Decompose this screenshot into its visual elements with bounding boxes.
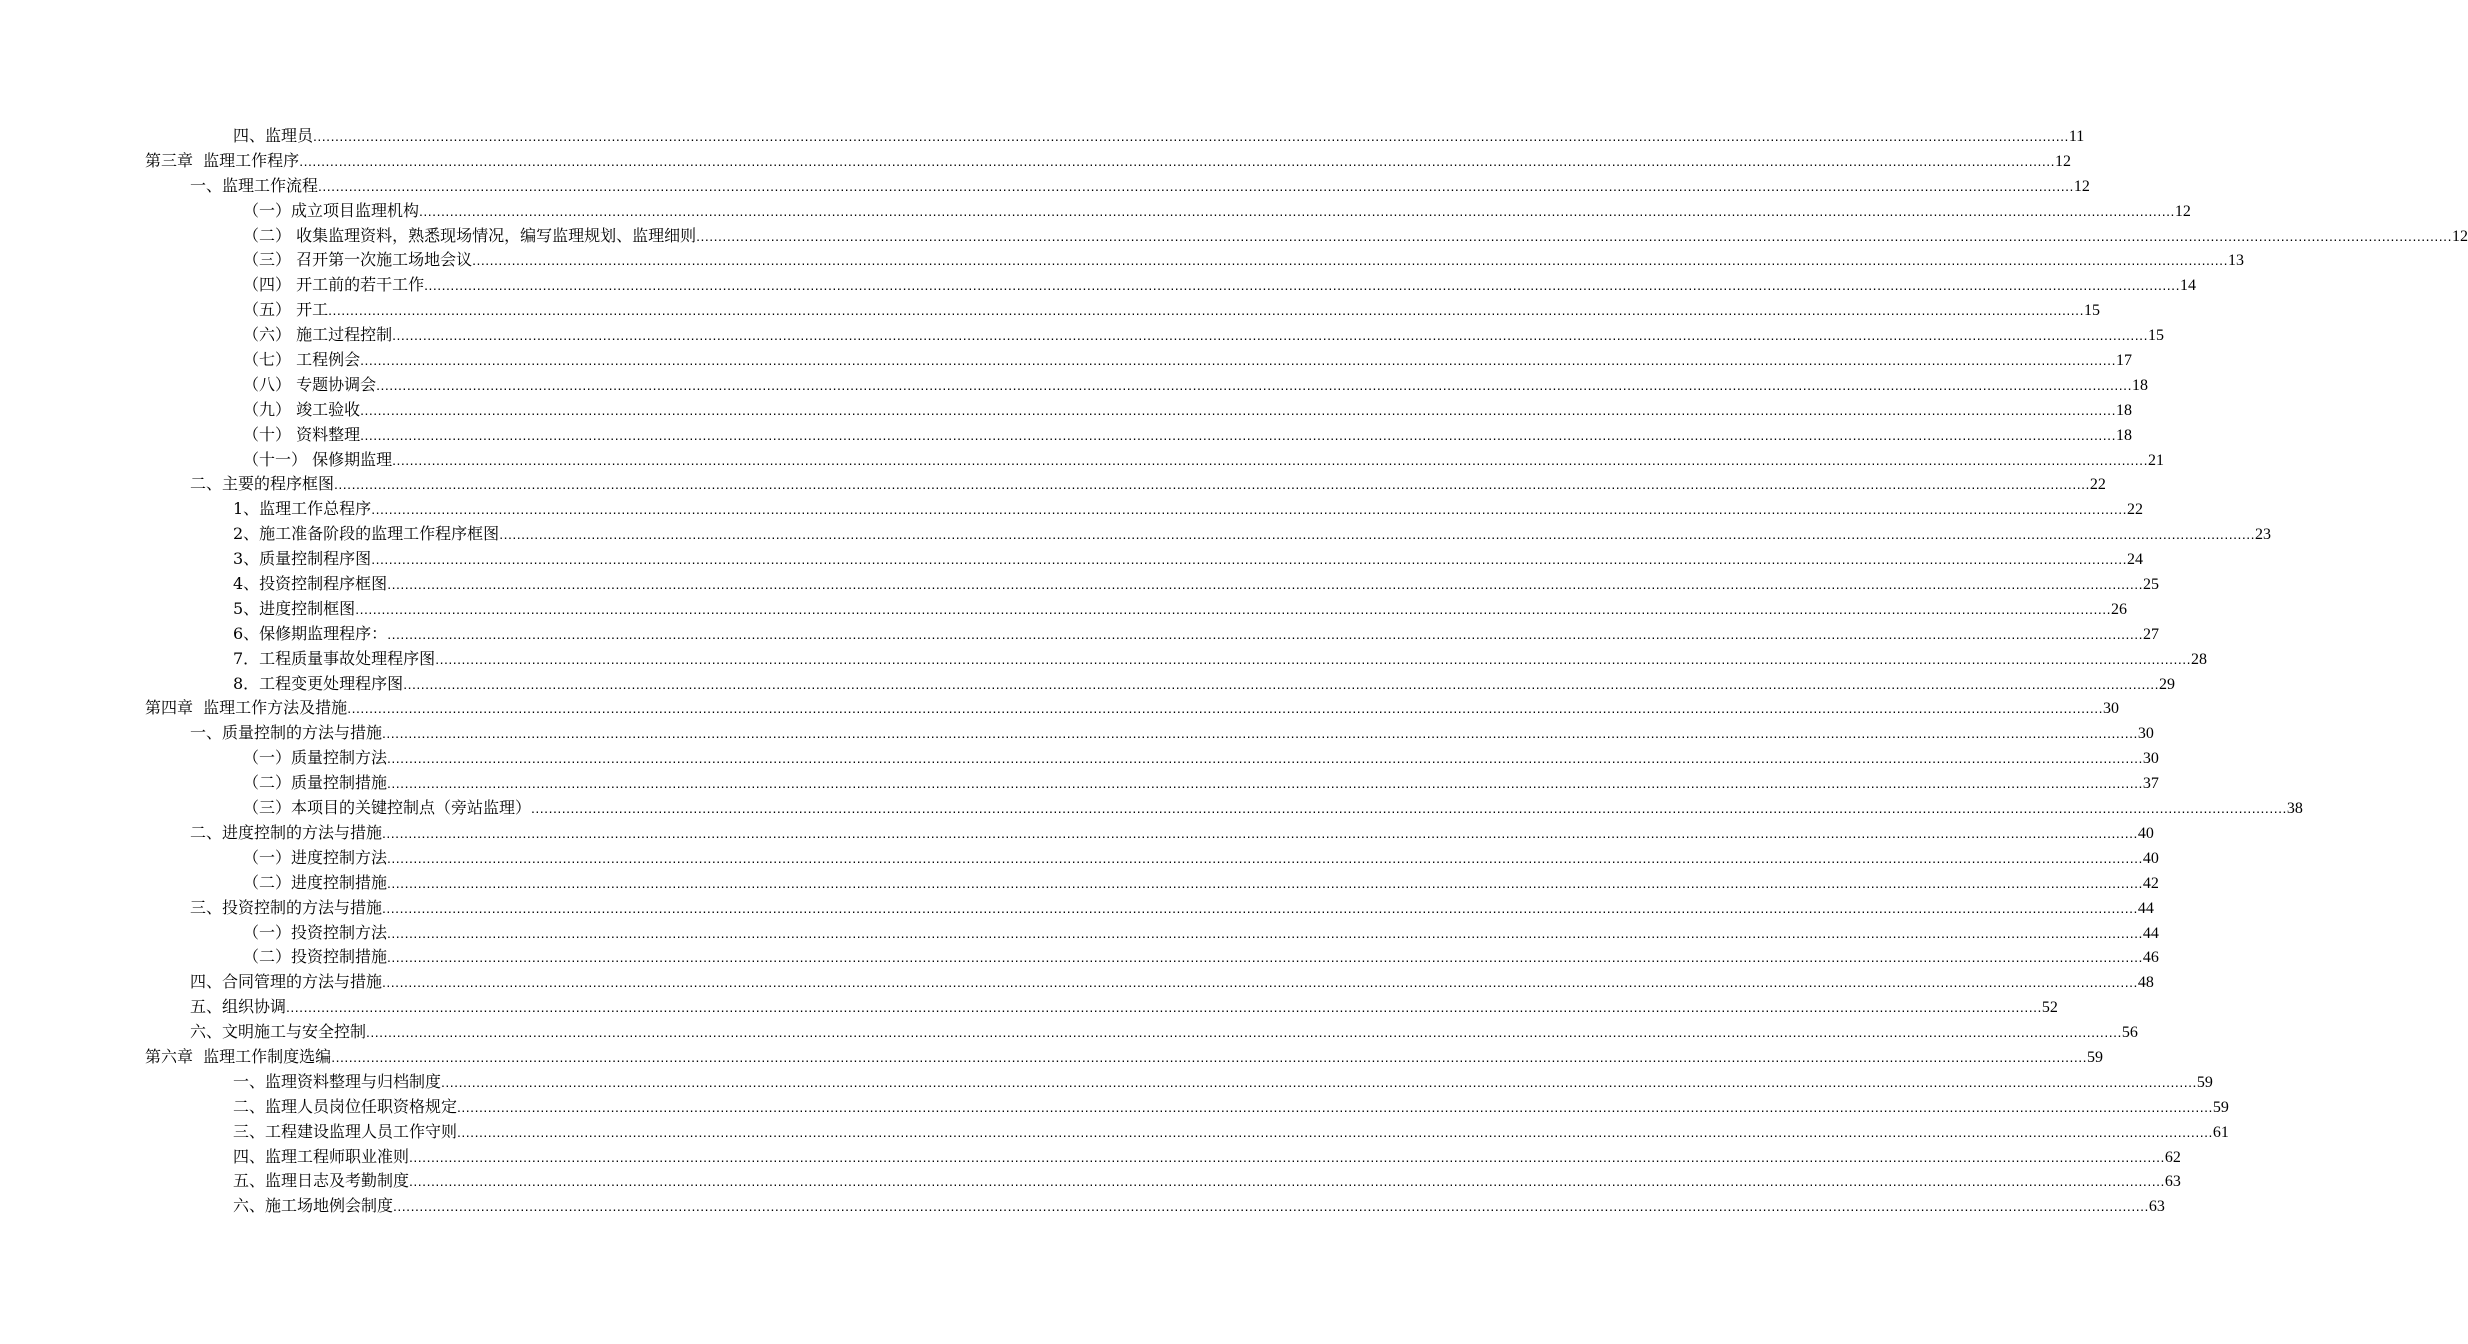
toc-page-number: 21 — [2147, 451, 2164, 469]
toc-page-number: 28 — [2191, 650, 2208, 668]
toc-entry[interactable] — [0, 522, 2272, 547]
toc-entry-line — [243, 448, 2164, 473]
toc-page-number: 22 — [2127, 501, 2144, 519]
toc-entry[interactable] — [0, 572, 2160, 597]
toc-entry-line — [145, 696, 2120, 721]
toc-entry[interactable] — [0, 597, 2128, 622]
toc-entry-line — [233, 1095, 2229, 1120]
toc-page-number: 15 — [2083, 302, 2100, 320]
toc-dot-leader: ................................................................................................................................................................................................................................................................................................................................................................................................................ — [366, 1024, 2122, 1041]
toc-entry[interactable] — [0, 672, 2176, 697]
table-of-contents — [0, 124, 2468, 1219]
toc-entry-title: （三） 召开第一次施工场地会议 — [243, 250, 473, 270]
toc-page-number: 11 — [2068, 128, 2085, 145]
toc-dot-leader: ................................................................................................................................................................................................................................................................................................................................................................................................................ — [334, 476, 2090, 493]
toc-page-number: 38 — [2286, 800, 2303, 818]
toc-page-number: 48 — [2137, 974, 2154, 992]
toc-entry-line — [233, 547, 2144, 572]
toc-entry-line — [243, 298, 2100, 323]
toc-entry-title: 二、进度控制的方法与措施 — [190, 822, 383, 842]
toc-entry-line — [243, 423, 2132, 448]
toc-dot-leader: ................................................................................................................................................................................................................................................................................................................................................................................................................ — [360, 426, 2116, 443]
toc-entry-line — [233, 1120, 2229, 1145]
toc-dot-leader: ................................................................................................................................................................................................................................................................................................................................................................................................................ — [387, 750, 2143, 767]
toc-entry-line — [233, 572, 2160, 597]
toc-entry[interactable] — [0, 696, 2120, 721]
toc-page-number: 26 — [2111, 600, 2128, 618]
toc-entry-title: （八） 专题协调会 — [243, 374, 377, 394]
toc-dot-leader: ................................................................................................................................................................................................................................................................................................................................................................................................................ — [328, 302, 2084, 319]
toc-entry-title: 第四章 监理工作方法及措施 — [145, 698, 348, 718]
toc-entry[interactable] — [0, 821, 2154, 846]
toc-dot-leader: ................................................................................................................................................................................................................................................................................................................................................................................................................ — [347, 700, 2104, 717]
toc-dot-leader: ................................................................................................................................................................................................................................................................................................................................................................................................................ — [409, 1148, 2165, 1165]
toc-entry[interactable] — [0, 846, 2159, 871]
toc-entry-title: 二、主要的程序框图 — [190, 474, 335, 494]
toc-entry-line — [243, 846, 2159, 871]
toc-entry-line — [145, 1045, 2104, 1070]
toc-entry-title: （二）进度控制措施 — [243, 872, 388, 892]
toc-entry-title: 2、施工准备阶段的监理工作程序框图 — [233, 524, 500, 544]
toc-entry[interactable] — [0, 995, 2058, 1020]
toc-dot-leader: ................................................................................................................................................................................................................................................................................................................................................................................................................ — [371, 501, 2128, 518]
toc-entry-title: 一、监理工作流程 — [190, 175, 319, 195]
toc-entry-title: 二、监理人员岗位任职资格规定 — [233, 1096, 458, 1116]
toc-entry-title: （七） 工程例会 — [243, 350, 361, 370]
toc-entry-line — [233, 597, 2128, 622]
toc-entry-title: 一、监理资料整理与归档制度 — [233, 1071, 442, 1091]
toc-dot-leader: ................................................................................................................................................................................................................................................................................................................................................................................................................ — [392, 327, 2148, 344]
toc-entry-line — [233, 1145, 2181, 1170]
toc-page-number: 14 — [2179, 277, 2196, 295]
toc-entry-title: 4、投资控制程序框图 — [233, 574, 388, 594]
toc-entry-line — [243, 199, 2191, 224]
toc-entry-line — [190, 995, 2058, 1020]
toc-entry-title: （一）成立项目监理机构 — [243, 200, 420, 220]
toc-entry-title: 1、监理工作总程序 — [233, 499, 372, 519]
toc-entry-title: 四、监理员 — [233, 126, 314, 145]
toc-entry-line — [243, 945, 2159, 970]
toc-entry[interactable] — [0, 896, 2154, 921]
toc-page-number: 12 — [2073, 177, 2090, 195]
toc-dot-leader: ................................................................................................................................................................................................................................................................................................................................................................................................................ — [382, 899, 2138, 916]
toc-dot-leader: ................................................................................................................................................................................................................................................................................................................................................................................................................ — [457, 1123, 2213, 1140]
toc-page-number: 63 — [2164, 1173, 2181, 1191]
toc-entry-line — [233, 1070, 2213, 1095]
toc-entry-line — [233, 522, 2272, 547]
toc-entry[interactable] — [0, 921, 2159, 946]
toc-entry[interactable] — [0, 1169, 2181, 1194]
toc-entry[interactable] — [0, 1145, 2181, 1170]
toc-page-number: 37 — [2142, 775, 2159, 793]
toc-entry[interactable] — [0, 945, 2159, 970]
toc-entry-line — [243, 373, 2148, 398]
toc-page-number: 44 — [2137, 899, 2154, 917]
toc-page-number: 42 — [2142, 874, 2159, 892]
toc-entry[interactable] — [0, 298, 2100, 323]
toc-entry[interactable] — [0, 1045, 2104, 1070]
toc-dot-leader: ................................................................................................................................................................................................................................................................................................................................................................................................................ — [299, 152, 2056, 169]
toc-dot-leader: ................................................................................................................................................................................................................................................................................................................................................................................................................ — [387, 775, 2143, 792]
toc-dot-leader: ................................................................................................................................................................................................................................................................................................................................................................................................................ — [403, 675, 2160, 692]
toc-entry-title: 六、文明施工与安全控制 — [190, 1022, 367, 1042]
toc-entry-line — [145, 149, 2072, 174]
toc-dot-leader: ................................................................................................................................................................................................................................................................................................................................................................................................................ — [392, 451, 2148, 468]
toc-dot-leader: ................................................................................................................................................................................................................................................................................................................................................................................................................ — [441, 1073, 2197, 1090]
toc-dot-leader: ................................................................................................................................................................................................................................................................................................................................................................................................................ — [435, 650, 2192, 667]
toc-entry-title: 第三章 监理工作程序 — [145, 150, 300, 170]
toc-entry[interactable] — [0, 796, 2303, 821]
toc-entry[interactable] — [0, 970, 2154, 995]
toc-entry-line — [243, 771, 2159, 796]
toc-dot-leader: ................................................................................................................................................................................................................................................................................................................................................................................................................ — [696, 227, 2452, 244]
toc-page-number: 12 — [2055, 152, 2072, 170]
toc-entry-line — [243, 921, 2159, 946]
toc-page-number: 63 — [2148, 1198, 2165, 1216]
toc-dot-leader: ................................................................................................................................................................................................................................................................................................................................................................................................................ — [360, 352, 2116, 369]
toc-entry[interactable] — [0, 1095, 2229, 1120]
toc-entry-title: 五、组织协调 — [190, 997, 287, 1017]
toc-entry[interactable] — [0, 1120, 2229, 1145]
toc-dot-leader: ................................................................................................................................................................................................................................................................................................................................................................................................................ — [531, 800, 2287, 817]
toc-entry-line — [233, 622, 2160, 647]
toc-entry[interactable] — [0, 398, 2132, 423]
toc-dot-leader: ................................................................................................................................................................................................................................................................................................................................................................................................................ — [382, 824, 2138, 841]
toc-page-number: 56 — [2121, 1024, 2138, 1042]
toc-page-number: 24 — [2127, 551, 2144, 569]
toc-entry-line — [243, 796, 2303, 821]
toc-page-number: 23 — [2255, 526, 2272, 544]
toc-entry-line — [243, 871, 2159, 896]
toc-dot-leader: ................................................................................................................................................................................................................................................................................................................................................................................................................ — [371, 551, 2128, 568]
toc-entry-title: 6、保修期监理程序： — [233, 623, 388, 643]
toc-page-number: 40 — [2142, 849, 2159, 867]
toc-dot-leader: ................................................................................................................................................................................................................................................................................................................................................................................................................ — [409, 1173, 2165, 1190]
toc-entry[interactable] — [0, 1194, 2165, 1219]
toc-entry-line — [243, 323, 2164, 348]
toc-entry[interactable] — [0, 647, 2208, 672]
toc-entry-title: 一、质量控制的方法与措施 — [190, 723, 383, 743]
toc-dot-leader: ................................................................................................................................................................................................................................................................................................................................................................................................................ — [457, 1098, 2213, 1115]
toc-entry-title: 8．工程变更处理程序图 — [233, 673, 404, 693]
toc-entry[interactable] — [0, 497, 2144, 522]
toc-page-number: 61 — [2212, 1123, 2229, 1141]
toc-entry-title: （一）进度控制方法 — [243, 847, 388, 867]
toc-page-number: 18 — [2115, 401, 2132, 419]
toc-page-number: 59 — [2196, 1073, 2213, 1091]
toc-entry[interactable] — [0, 323, 2164, 348]
toc-dot-leader: ................................................................................................................................................................................................................................................................................................................................................................................................................ — [387, 924, 2143, 941]
toc-entry[interactable] — [0, 224, 2468, 249]
toc-entry-title: 四、合同管理的方法与措施 — [190, 972, 383, 992]
toc-dot-leader: ................................................................................................................................................................................................................................................................................................................................................................................................................ — [313, 128, 2069, 144]
toc-entry-title: 三、工程建设监理人员工作守则 — [233, 1121, 458, 1141]
toc-entry[interactable] — [0, 871, 2159, 896]
toc-entry-line — [233, 1169, 2181, 1194]
toc-entry[interactable] — [0, 547, 2144, 572]
toc-page-number: 27 — [2143, 625, 2160, 643]
toc-dot-leader: ................................................................................................................................................................................................................................................................................................................................................................................................................ — [499, 526, 2256, 543]
toc-dot-leader: ................................................................................................................................................................................................................................................................................................................................................................................................................ — [387, 949, 2143, 966]
toc-entry-line — [233, 124, 2085, 149]
toc-entry-line — [233, 672, 2176, 697]
toc-entry-title: 3、质量控制程序图 — [233, 549, 372, 569]
toc-dot-leader: ................................................................................................................................................................................................................................................................................................................................................................................................................ — [331, 1048, 2088, 1065]
toc-dot-leader: ................................................................................................................................................................................................................................................................................................................................................................................................................ — [382, 725, 2138, 742]
toc-entry[interactable] — [0, 472, 2106, 497]
toc-dot-leader: ................................................................................................................................................................................................................................................................................................................................................................................................................ — [286, 999, 2042, 1016]
toc-entry[interactable] — [0, 423, 2132, 448]
toc-page-number: 30 — [2142, 750, 2159, 768]
toc-page-number: 59 — [2212, 1098, 2229, 1116]
toc-entry-line — [190, 472, 2106, 497]
toc-page-number: 30 — [2103, 700, 2120, 718]
toc-page-number: 52 — [2041, 999, 2058, 1017]
toc-entry-title: （二）投资控制措施 — [243, 947, 388, 967]
toc-entry[interactable] — [0, 124, 2085, 149]
toc-entry[interactable] — [0, 1020, 2138, 1045]
toc-entry-line — [233, 497, 2144, 522]
toc-page-number: 30 — [2137, 725, 2154, 743]
toc-entry[interactable] — [0, 199, 2191, 224]
toc-entry-title: 五、监理日志及考勤制度 — [233, 1171, 410, 1191]
toc-page-number: 13 — [2227, 252, 2244, 270]
toc-dot-leader: ................................................................................................................................................................................................................................................................................................................................................................................................................ — [387, 625, 2144, 642]
toc-entry-line — [243, 273, 2196, 298]
toc-entry-title: （一）质量控制方法 — [243, 748, 388, 768]
toc-entry-line — [243, 398, 2132, 423]
toc-page-number: 44 — [2142, 924, 2159, 942]
toc-page-number: 22 — [2089, 476, 2106, 494]
toc-entry-title: 三、投资控制的方法与措施 — [190, 897, 383, 917]
toc-page-number: 12 — [2174, 202, 2191, 220]
toc-entry-title: 四、监理工程师职业准则 — [233, 1146, 410, 1166]
toc-dot-leader: ................................................................................................................................................................................................................................................................................................................................................................................................................ — [419, 202, 2175, 219]
toc-entry[interactable] — [0, 348, 2132, 373]
toc-entry-title: （一）投资控制方法 — [243, 922, 388, 942]
toc-dot-leader: ................................................................................................................................................................................................................................................................................................................................................................................................................ — [382, 974, 2138, 991]
toc-dot-leader: ................................................................................................................................................................................................................................................................................................................................................................................................................ — [360, 401, 2116, 418]
toc-page-number: 29 — [2159, 675, 2176, 693]
toc-dot-leader: ................................................................................................................................................................................................................................................................................................................................................................................................................ — [387, 576, 2144, 593]
toc-entry-title: 7．工程质量事故处理程序图 — [233, 648, 436, 668]
toc-page-number: 17 — [2115, 352, 2132, 370]
toc-entry[interactable] — [0, 1070, 2213, 1095]
toc-entry-title: （五） 开工 — [243, 300, 329, 320]
toc-entry-line — [190, 896, 2154, 921]
toc-entry-title: （二） 收集监理资料，熟悉现场情况，编写监理规划、监理细则 — [243, 225, 697, 245]
toc-dot-leader: ................................................................................................................................................................................................................................................................................................................................................................................................................ — [472, 252, 2228, 269]
toc-dot-leader: ................................................................................................................................................................................................................................................................................................................................................................................................................ — [387, 849, 2143, 866]
toc-entry[interactable] — [0, 448, 2164, 473]
toc-entry-line — [190, 970, 2154, 995]
toc-entry-title: 六、施工场地例会制度 — [233, 1196, 394, 1216]
toc-page-number: 25 — [2143, 576, 2160, 594]
toc-entry[interactable] — [0, 373, 2148, 398]
toc-entry[interactable] — [0, 273, 2196, 298]
toc-entry[interactable] — [0, 771, 2159, 796]
toc-entry-title: （二）质量控制措施 — [243, 773, 388, 793]
toc-dot-leader: ................................................................................................................................................................................................................................................................................................................................................................................................................ — [424, 277, 2180, 294]
toc-entry-title: （十） 资料整理 — [243, 424, 361, 444]
toc-entry[interactable] — [0, 174, 2090, 199]
toc-entry[interactable] — [0, 149, 2072, 174]
toc-dot-leader: ................................................................................................................................................................................................................................................................................................................................................................................................................ — [387, 874, 2143, 891]
toc-page-number: 59 — [2087, 1048, 2104, 1066]
toc-entry-title: 5、进度控制框图 — [233, 598, 356, 618]
toc-entry-title: （三）本项目的关键控制点（旁站监理） — [243, 798, 532, 818]
toc-entry-line — [243, 224, 2468, 249]
toc-entry-line — [190, 174, 2090, 199]
toc-entry-title: （九） 竣工验收 — [243, 399, 361, 419]
toc-entry-line — [243, 746, 2159, 771]
toc-entry-title: （四） 开工前的若干工作 — [243, 275, 425, 295]
toc-entry-line — [243, 348, 2132, 373]
toc-page-number: 15 — [2147, 327, 2164, 345]
toc-entry-title: 第六章 监理工作制度选编 — [145, 1046, 332, 1066]
toc-page-number: 18 — [2131, 376, 2148, 394]
toc-entry-title: （六） 施工过程控制 — [243, 325, 393, 345]
toc-entry[interactable] — [0, 746, 2159, 771]
toc-entry-line — [190, 821, 2154, 846]
toc-entry-line — [190, 721, 2154, 746]
toc-entry[interactable] — [0, 721, 2154, 746]
toc-page-number: 18 — [2115, 426, 2132, 444]
toc-page-number: 46 — [2142, 949, 2159, 967]
toc-entry-line — [233, 1194, 2165, 1219]
toc-dot-leader: ................................................................................................................................................................................................................................................................................................................................................................................................................ — [376, 376, 2132, 393]
toc-entry-line — [243, 248, 2244, 273]
toc-dot-leader: ................................................................................................................................................................................................................................................................................................................................................................................................................ — [355, 600, 2112, 617]
toc-entry-line — [233, 647, 2208, 672]
toc-page-number: 62 — [2164, 1148, 2181, 1166]
toc-dot-leader: ................................................................................................................................................................................................................................................................................................................................................................................................................ — [393, 1198, 2149, 1215]
toc-entry[interactable] — [0, 248, 2244, 273]
toc-dot-leader: ................................................................................................................................................................................................................................................................................................................................................................................................................ — [318, 177, 2074, 194]
toc-page-number: 40 — [2137, 824, 2154, 842]
toc-entry-line — [190, 1020, 2138, 1045]
toc-page-number: 12 — [2451, 227, 2468, 245]
toc-entry[interactable] — [0, 622, 2160, 647]
toc-entry-title: （十一） 保修期监理 — [243, 449, 393, 469]
